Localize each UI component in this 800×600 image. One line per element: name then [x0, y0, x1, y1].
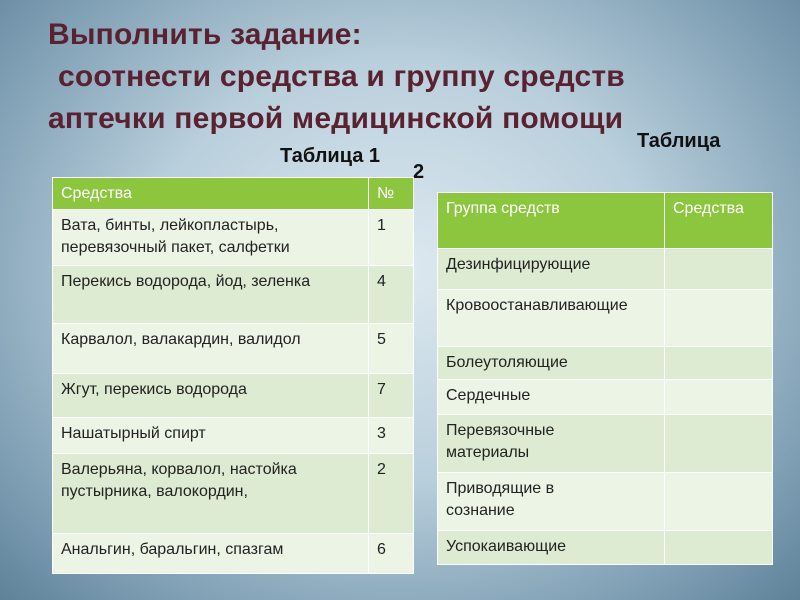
table-row	[53, 324, 414, 374]
table2-caption-number: 2	[413, 161, 425, 183]
group-cell: Перевязочные материалы	[438, 415, 665, 473]
table-row	[53, 418, 414, 454]
number-cell: 7	[369, 374, 414, 418]
table-remedies	[52, 177, 414, 574]
remedy-cell: Вата, бинты, лейкопластырь, перевязочный пакет, салфетки	[53, 210, 369, 266]
number-cell: 6	[369, 534, 414, 574]
table1-caption: Таблица 1	[280, 145, 381, 167]
answer-cell[interactable]	[665, 380, 773, 415]
title-line-2: соотнести средства и группу средств	[58, 60, 625, 93]
header-group: Группа средств	[438, 193, 665, 249]
remedy-cell: Нашатырный спирт	[53, 418, 369, 454]
table-header-row	[438, 193, 773, 249]
title-line-1: Выполнить задание:	[48, 18, 362, 51]
answer-cell[interactable]	[665, 531, 773, 565]
group-cell: Болеутоляющие	[438, 347, 665, 380]
table-row	[53, 210, 414, 266]
table-row	[53, 454, 414, 534]
remedy-cell: Анальгин, баральгин, спазгам	[53, 534, 369, 574]
number-cell: 2	[369, 454, 414, 534]
slide-title	[48, 14, 768, 140]
group-cell: Сердечные	[438, 380, 665, 415]
table2-caption: Таблица	[637, 130, 721, 152]
answer-cell[interactable]	[665, 347, 773, 380]
table-groups	[437, 192, 773, 565]
header-remedies: Средства	[665, 193, 773, 249]
header-remedies: Средства	[53, 178, 369, 210]
table-row	[53, 266, 414, 324]
table-row	[53, 534, 414, 574]
answer-cell[interactable]	[665, 290, 773, 347]
table-row	[438, 347, 773, 380]
table-row	[438, 415, 773, 473]
remedy-cell: Перекись водорода, йод, зеленка	[53, 266, 369, 324]
number-cell: 1	[369, 210, 414, 266]
number-cell: 5	[369, 324, 414, 374]
group-cell: Успокаивающие	[438, 531, 665, 565]
number-cell: 3	[369, 418, 414, 454]
table-row	[53, 374, 414, 418]
remedy-cell: Жгут, перекись водорода	[53, 374, 369, 418]
group-cell: Дезинфицирующие	[438, 249, 665, 290]
remedy-cell: Карвалол, валакардин, валидол	[53, 324, 369, 374]
remedy-cell: Валерьяна, корвалол, настойка пустырника, валокордин,	[53, 454, 369, 534]
table-header-row	[53, 178, 414, 210]
table-row	[438, 249, 773, 290]
header-number: №	[369, 178, 414, 210]
answer-cell[interactable]	[665, 473, 773, 531]
table-row	[438, 380, 773, 415]
title-line-3: аптечки первой медицинской помощи	[48, 102, 624, 135]
answer-cell[interactable]	[665, 249, 773, 290]
number-cell: 4	[369, 266, 414, 324]
group-cell: Приводящие в сознание	[438, 473, 665, 531]
table-row	[438, 473, 773, 531]
group-cell: Кровоостанавливающие	[438, 290, 665, 347]
table-row	[438, 290, 773, 347]
table-row	[438, 531, 773, 565]
answer-cell[interactable]	[665, 415, 773, 473]
